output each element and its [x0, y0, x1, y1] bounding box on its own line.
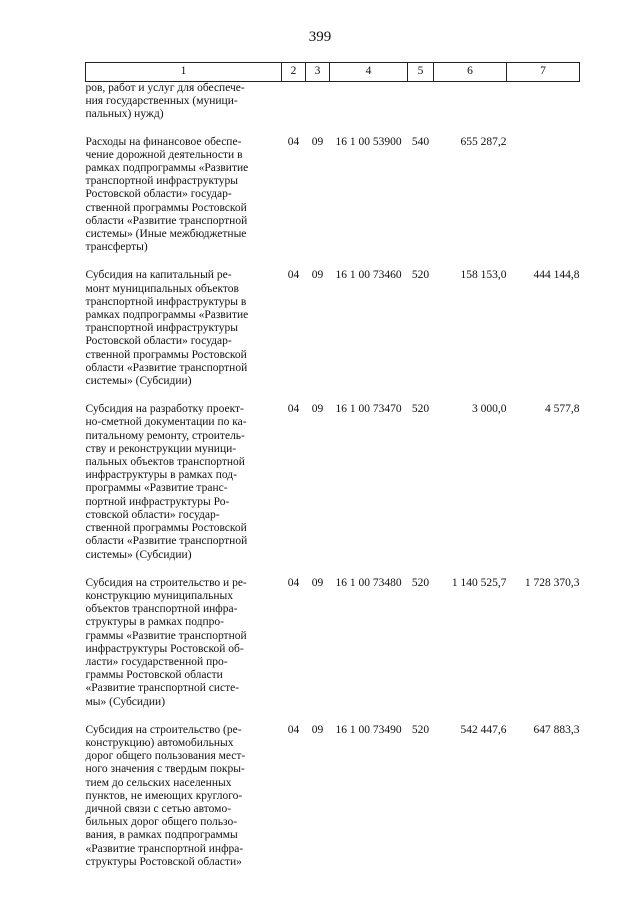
description-line: ного значения с твердым покры-	[85, 763, 245, 776]
description-line: системы» (Субсидии)	[85, 375, 192, 388]
description-line: программы «Развитие транс-	[85, 482, 228, 495]
description-line: ству и реконструкции муници-	[85, 442, 237, 455]
cell-description	[86, 403, 282, 576]
description-line: инфраструктуры в рамках под-	[85, 469, 237, 482]
column-header-7: 7	[507, 63, 580, 82]
cell-section: 04	[287, 269, 300, 282]
description-line: транспортной инфраструктуры	[85, 175, 239, 188]
description-line: ственной программы Ростовской	[85, 201, 247, 214]
cell-expense-type: 540	[411, 135, 430, 148]
cell-expense-type	[408, 82, 434, 136]
description-line: пунктов, не имеющих круглого-	[85, 789, 243, 802]
description-line: дичной связи с сетью автомо-	[85, 802, 232, 815]
column-header-5: 5	[408, 63, 434, 82]
cell-target-article	[330, 82, 408, 136]
cell-amount-1: 1 140 525,7	[451, 576, 507, 589]
cell-subsection: 09	[311, 723, 324, 736]
table-row	[86, 403, 580, 576]
cell-amount-1: 542 447,6	[460, 723, 507, 736]
description-line: граммы Ростовской области	[85, 669, 223, 682]
description-line: структуры в рамках подпро-	[85, 616, 225, 629]
description-line: бильных дорог общего пользо-	[85, 816, 238, 829]
cell-target-article: 16 1 00 53900	[335, 135, 402, 148]
description-line: рамках подпрограммы «Развитие	[85, 162, 249, 175]
description-line: трансферты)	[85, 241, 148, 254]
description-line: граммы «Развитие транспортной	[85, 629, 247, 642]
cell-subsection: 09	[311, 576, 324, 589]
column-header-3: 3	[306, 63, 330, 82]
cell-amount-2: 4 577,8	[545, 403, 580, 416]
table-body	[86, 82, 580, 869]
cell-description	[86, 136, 282, 270]
cell-target-article: 16 1 00 73460	[335, 269, 402, 282]
table-row	[86, 724, 580, 869]
description-line: транспортной инфраструктуры	[85, 322, 239, 335]
description-line: области «Развитие транспортной	[85, 361, 248, 374]
cell-amount-2: 647 883,3	[533, 723, 580, 736]
description-line: пальных объектов транспортной	[85, 456, 245, 469]
table-row	[86, 82, 580, 136]
description-line: но-сметной документации по ка-	[85, 416, 247, 429]
description-line: рамках подпрограммы «Развитие	[85, 309, 249, 322]
description-line: Ростовской области» государ-	[85, 188, 232, 201]
cell-target-article: 16 1 00 73490	[335, 723, 402, 736]
description-line: «Развитие транспортной инфра-	[85, 842, 244, 855]
cell-section	[282, 82, 306, 136]
description-line: структуры Ростовской области»	[85, 855, 242, 868]
table-row	[86, 269, 580, 403]
cell-section: 04	[287, 403, 300, 416]
cell-expense-type: 520	[411, 576, 430, 589]
cell-amount-2: 444 144,8	[533, 269, 580, 282]
description-line: Субсидия на строительство (ре-	[85, 723, 242, 736]
cell-amount-2	[507, 136, 580, 270]
description-line: Субсидия на строительство и ре-	[85, 576, 247, 589]
description-line: мы» (Субсидии)	[85, 695, 166, 708]
column-header-6: 6	[434, 63, 507, 82]
cell-description	[86, 82, 282, 136]
budget-table	[85, 62, 580, 869]
description-line: ственной программы Ростовской	[85, 348, 247, 361]
description-line: Расходы на финансовое обеспе-	[85, 135, 242, 148]
description-line: дорог общего пользования мест-	[85, 750, 246, 763]
cell-expense-type: 520	[411, 403, 430, 416]
cell-subsection: 09	[311, 403, 324, 416]
description-line: области «Развитие транспортной	[85, 214, 248, 227]
description-line: системы» (Иные межбюджетные	[85, 228, 247, 241]
table-header-row	[86, 63, 580, 82]
description-line: стовской области» государ-	[85, 508, 220, 521]
column-header-4: 4	[330, 63, 408, 82]
description-line: транспортной инфраструктуры в	[85, 295, 247, 308]
cell-target-article: 16 1 00 73470	[335, 403, 402, 416]
column-header-2: 2	[282, 63, 306, 82]
description-line: вания, в рамках подпрограммы	[85, 829, 238, 842]
cell-amount-2	[507, 82, 580, 136]
cell-amount-1	[434, 82, 507, 136]
cell-amount-1: 3 000,0	[472, 403, 507, 416]
description-line: системы» (Субсидии)	[85, 548, 192, 561]
cell-description	[86, 269, 282, 403]
cell-section: 04	[287, 576, 300, 589]
description-line: тием до сельских населенных	[85, 776, 232, 789]
description-line: Ростовской области» государ-	[85, 335, 232, 348]
description-line: питальному ремонту, строитель-	[85, 429, 245, 442]
description-line: ния государственных (муници-	[85, 95, 238, 108]
description-line: Субсидия на капитальный ре-	[85, 269, 232, 282]
cell-subsection: 09	[311, 269, 324, 282]
column-header-1: 1	[86, 63, 282, 82]
cell-expense-type: 520	[411, 723, 430, 736]
description-line: конструкцию муниципальных	[85, 589, 234, 602]
cell-amount-1: 655 287,2	[460, 135, 507, 148]
description-line: области «Развитие транспортной	[85, 535, 248, 548]
description-line: ственной программы Ростовской	[85, 522, 247, 535]
description-line: Субсидия на разработку проект-	[85, 403, 244, 416]
cell-description	[86, 724, 282, 869]
cell-subsection	[306, 82, 330, 136]
description-line: объектов транспортной инфра-	[85, 603, 238, 616]
description-line: ров, работ и услуг для обеспече-	[85, 82, 245, 94]
table-row	[86, 136, 580, 270]
description-line: конструкцию) автомобильных	[85, 736, 234, 749]
cell-subsection: 09	[311, 135, 324, 148]
cell-amount-1: 158 153,0	[460, 269, 507, 282]
description-line: портной инфраструктуры Ро-	[85, 495, 230, 508]
description-line: монт муниципальных объектов	[85, 282, 239, 295]
description-line: инфраструктуры Ростовской об-	[85, 642, 244, 655]
cell-expense-type: 520	[411, 269, 430, 282]
cell-target-article: 16 1 00 73480	[335, 576, 402, 589]
description-line: «Развитие транспортной систе-	[85, 682, 240, 695]
cell-amount-2: 1 728 370,3	[524, 576, 580, 589]
page-number: 399	[308, 29, 332, 45]
description-line: ласти» государственной про-	[85, 655, 228, 668]
cell-description	[86, 577, 282, 724]
description-line: чение дорожной деятельности в	[85, 148, 243, 161]
cell-section: 04	[287, 135, 300, 148]
description-line: пальных) нужд)	[85, 108, 164, 121]
cell-section: 04	[287, 723, 300, 736]
table-row	[86, 577, 580, 724]
